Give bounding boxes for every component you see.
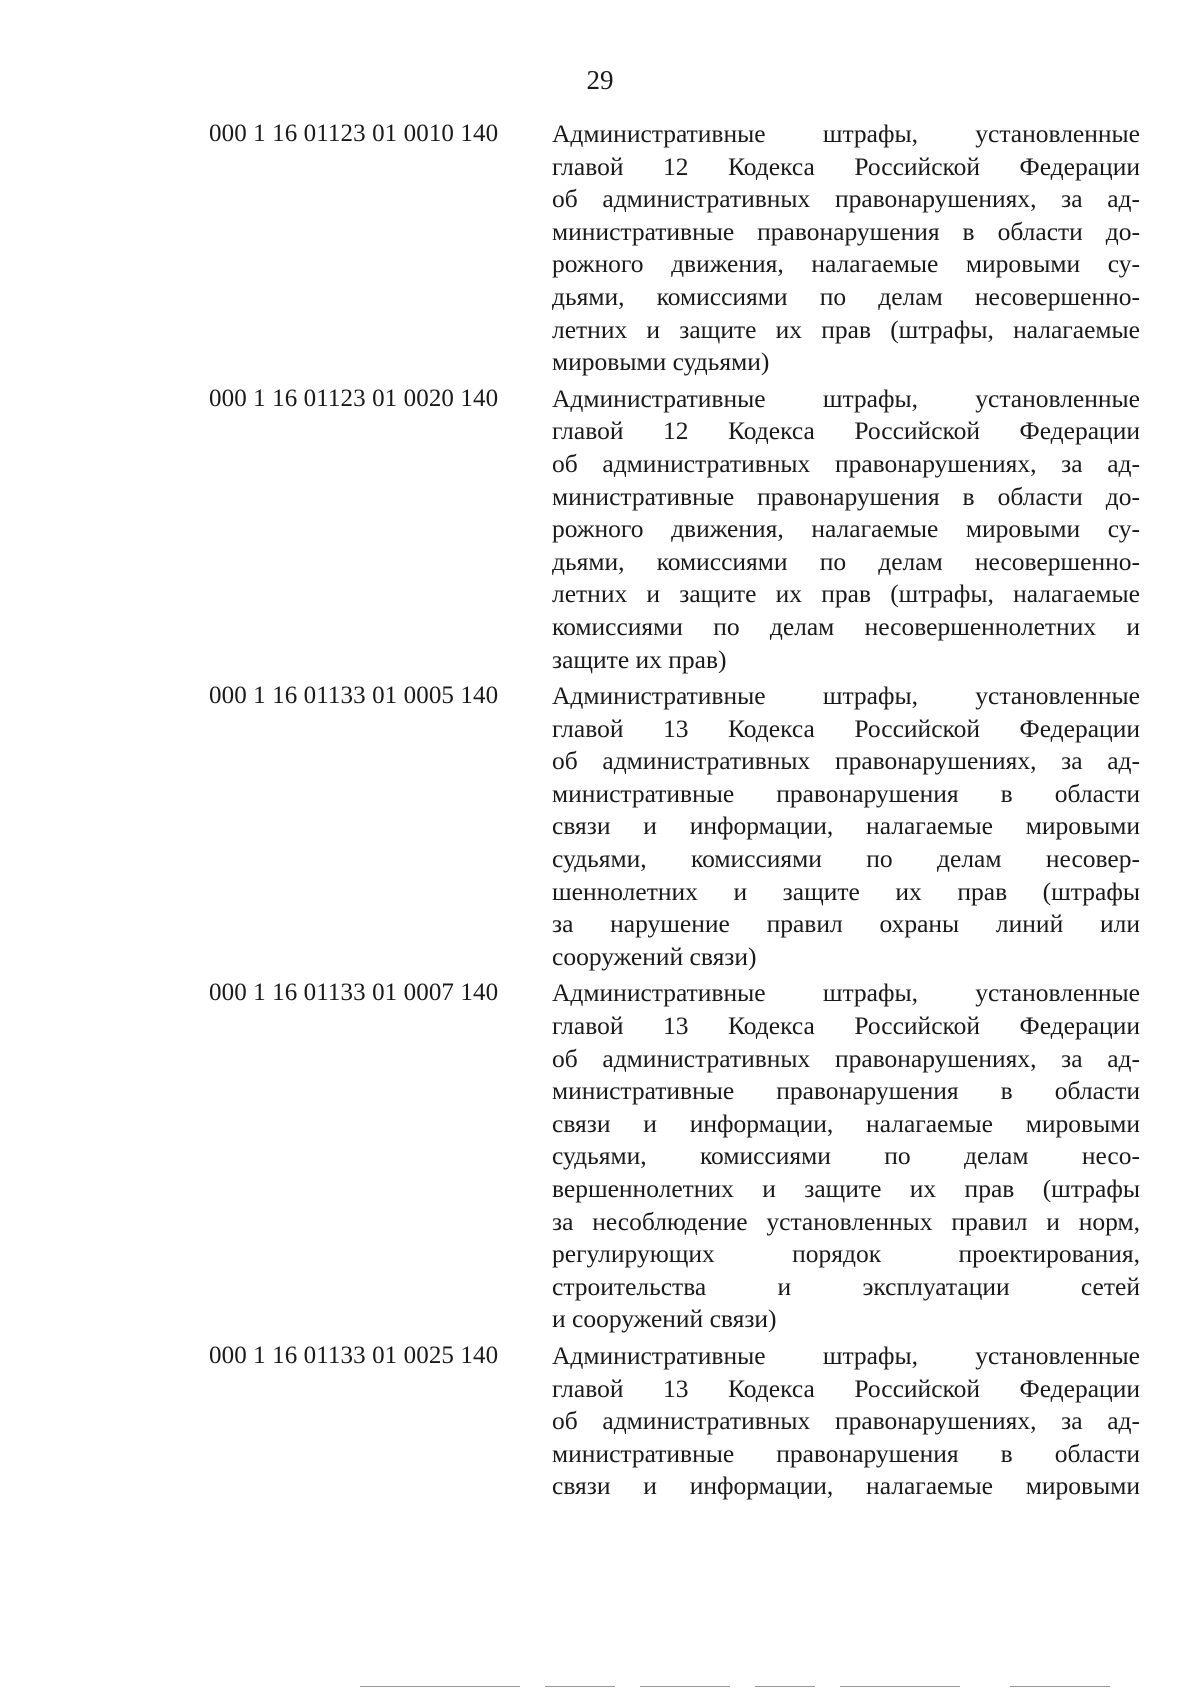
text-line: министративные правонарушения в области — [552, 1076, 1140, 1106]
budget-code: 000 1 16 01123 01 0010 140 — [209, 120, 499, 147]
text-line: министративные правонарушения в области до- — [552, 216, 1140, 246]
entry-description — [552, 680, 1140, 973]
text-line: летних и защите их прав (штрафы, налагаемые — [552, 579, 1140, 609]
page-number: 29 — [586, 65, 614, 95]
text-line: за несоблюдение установленных правил и норм, — [552, 1206, 1140, 1236]
text-line: дьями, комиссиями по делам несовершенно- — [552, 546, 1140, 576]
budget-code: 000 1 16 01123 01 0020 140 — [209, 384, 499, 412]
table-row — [0, 680, 1200, 973]
entry-description — [552, 118, 1140, 379]
text-line: об административных правонарушениях, за ад- — [552, 1406, 1140, 1436]
text-line: министративные правонарушения в области — [552, 1438, 1140, 1468]
text-line: главой 12 Кодекса Российской Федерации — [552, 416, 1140, 446]
scan-artifact-line — [545, 1686, 615, 1687]
entry-description — [552, 977, 1140, 1336]
text-line: Административные штрафы, установленные — [552, 383, 1140, 413]
text-line: связи и информации, налагаемые мировыми — [552, 1471, 1140, 1501]
entry-description — [552, 383, 1140, 676]
text-line: Административные штрафы, установленные — [552, 978, 1140, 1008]
code-table — [0, 118, 1200, 1507]
table-row — [0, 383, 1200, 676]
text-line: защите их прав) — [552, 644, 727, 674]
text-line: мировыми судьями) — [552, 347, 770, 377]
text-line: шеннолетних и защите их прав (штрафы — [552, 876, 1140, 906]
text-line: главой 12 Кодекса Российской Федерации — [552, 151, 1140, 181]
budget-code: 000 1 16 01133 01 0005 140 — [209, 682, 499, 710]
text-line: регулирующих порядок проектирования, — [552, 1239, 1140, 1269]
table-row — [0, 977, 1200, 1336]
text-line: комиссиями по делам несовершеннолетних и — [552, 611, 1140, 641]
text-line: об административных правонарушениях, за ад- — [552, 448, 1140, 478]
text-line: Административные штрафы, установленные — [552, 119, 1140, 148]
text-line: и сооружений связи) — [552, 1304, 777, 1334]
scan-artifact-line — [1010, 1686, 1110, 1687]
text-line: связи и информации, налагаемые мировыми — [552, 1108, 1140, 1138]
text-line: дьями, комиссиями по делам несовершенно- — [552, 281, 1140, 311]
text-line: министративные правонарушения в области до- — [552, 481, 1140, 511]
text-line: главой 13 Кодекса Российской Федерации — [552, 1373, 1140, 1403]
text-line: рожного движения, налагаемые мировыми су- — [552, 249, 1140, 279]
text-line: Административные штрафы, установленные — [552, 681, 1140, 711]
scan-artifact-line — [640, 1686, 730, 1687]
text-line: за нарушение правил охраны линий или — [552, 909, 1140, 939]
text-line: об административных правонарушениях, за ад- — [552, 184, 1140, 214]
text-line: Административные штрафы, установленные — [552, 1340, 1140, 1370]
budget-code: 000 1 16 01133 01 0025 140 — [209, 1341, 499, 1369]
text-line: главой 13 Кодекса Российской Федерации — [552, 713, 1140, 743]
table-row — [0, 118, 1200, 379]
text-line: строительства и эксплуатации сетей — [552, 1271, 1140, 1301]
scan-artifact-line — [840, 1686, 960, 1687]
text-line: сооружений связи) — [552, 941, 757, 971]
text-line: связи и информации, налагаемые мировыми — [552, 811, 1140, 841]
text-line: судьями, комиссиями по делам несовер- — [552, 844, 1140, 874]
text-line: вершеннолетних и защите их прав (штрафы — [552, 1174, 1140, 1203]
text-line: об административных правонарушениях, за ад- — [552, 1043, 1140, 1073]
text-line: летних и защите их прав (штрафы, налагаемые — [552, 314, 1140, 344]
text-line: рожного движения, налагаемые мировыми су- — [552, 514, 1140, 544]
text-line: главой 13 Кодекса Российской Федерации — [552, 1011, 1140, 1041]
text-line: судьями, комиссиями по делам несо- — [552, 1141, 1140, 1171]
table-row — [0, 1340, 1200, 1503]
budget-code: 000 1 16 01133 01 0007 140 — [209, 979, 499, 1007]
scan-artifact-line — [360, 1686, 520, 1687]
text-line: об административных правонарушениях, за ад- — [552, 746, 1140, 776]
text-line: министративные правонарушения в области — [552, 778, 1140, 808]
scan-artifact-line — [755, 1686, 815, 1687]
entry-description — [552, 1340, 1140, 1503]
